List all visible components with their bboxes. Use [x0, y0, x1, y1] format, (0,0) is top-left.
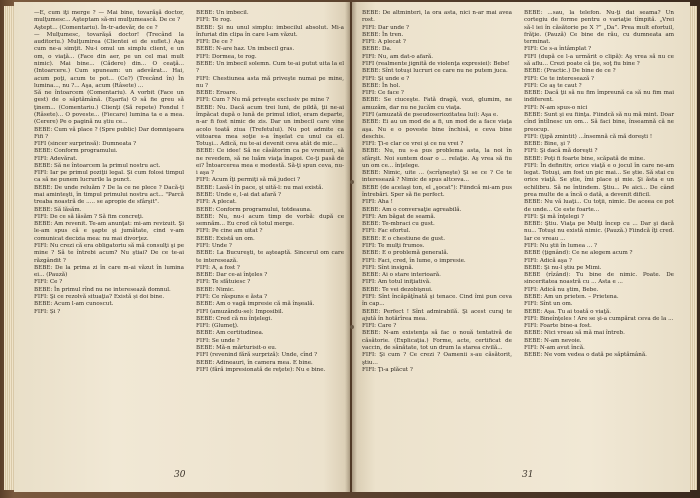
script-line: FIFI: Dar unde ?: [362, 24, 409, 31]
script-line: FIFI: Faci, cred, în lume, o impresie.: [362, 257, 466, 264]
script-line: FIFI: Te sfătuiesc ?: [196, 279, 251, 286]
script-line: BEBE: Se ciuceşte. Fată dragă, vezi, glumim, ne amuzăm, dar nu ne jucăm cu viaţa.: [362, 97, 512, 111]
script-line: BEBE: De unde reluăm ? De la ce ne plece ? Dacă-ţi mai aminteşti, în timpul primului nostru act... "Parcă treaba noastră de ..... se apropie de sfârşit".: [34, 184, 184, 206]
script-line: BEBE: (Practic.) De bine de ce ?: [524, 68, 616, 75]
script-line: FIFI: Și ?: [34, 308, 61, 315]
script-line: BEBE: Dar ce-ai înţeles ?: [196, 272, 268, 279]
script-line: FIFI: Cum ? Nu mă priveşte exclusiv pe mine ?: [196, 97, 330, 104]
script-line: BEBE: E o problemă generală.: [362, 250, 449, 257]
script-line: FIFI: Adică nu ştim, Bebe.: [524, 286, 599, 293]
script-line: BEBE: Dacă ţii să nu fim împreună ca să nu fim mai indiferent.: [524, 90, 674, 104]
script-line: FIFI: Aha !: [362, 199, 393, 206]
script-line: FIFI: Dormea, te rog.: [196, 53, 257, 60]
script-line: BEBE: ...sau, la telefon. Nu-ţi dai seama? Un cortegiu de forme pentru o variaţie tîmpită. „Vrei să-l iei în căsătorie pe X ?” „Da”. Prea mult efortuil, frăţie. (Pauză) Ce bine de rău, cu dumneata am terminat.: [524, 10, 674, 46]
right-page-column-2: [524, 10, 674, 360]
script-line: BEBE: Ce idee! Să ne căsătorim ca pe vremuri, să ne revedem, să ne luăm viaţa înapoi. Ce-ţi pasă de ei? Întoarcerea mea e modestă. Să-ţi spun ceva, nu-i aşa ?: [196, 148, 344, 177]
script-line: FIFI: De ce să lăsăm ? Să fim concreţi.: [34, 213, 144, 220]
script-line: BEBE: Conform programului, totdeauna.: [196, 206, 312, 213]
script-line: BEBE: Am certitudinea.: [196, 330, 264, 337]
script-line: BEBE: De altminteri, la ora asta, nici n-ar mai avea rost.: [362, 10, 512, 24]
script-line: FIFI: Bineînţeles ! Are se şi-a cumpărat ceva de la ...: [524, 315, 674, 322]
script-line: BEBE: Şi nu-l ştiu pe Mimi.: [524, 264, 602, 271]
script-line: FIFI: Şi dacă mă doreşti ?: [524, 148, 598, 155]
script-line: BEBE: Da.: [362, 46, 392, 53]
binding-hole: [350, 325, 354, 329]
script-line: BEBE: Nimic.: [196, 286, 235, 293]
script-line: BEBE: Nici vreau să mă mai întreb.: [524, 330, 625, 337]
script-line: FIFI: Ce aş te caut ?: [524, 82, 582, 89]
script-line: FIFI (sincer surprinsă): Dumneata ?: [34, 141, 137, 148]
left-page-column-2: [196, 10, 344, 374]
script-line: FIFI: N-am avut încă.: [524, 344, 585, 351]
script-line: BEBE: N-am existenţa să fac o nouă tentativă de căsătorie. (Explicaţia.) Forme, acte, certificat de vaccin, de sănătate, tot un drum la starea civilă...: [362, 330, 512, 351]
left-page-column-1: [34, 10, 184, 316]
script-line: BEBE: Să ne întoarcem la primul nostru act.: [34, 162, 161, 169]
script-line: FIFI: Ce s-a întâmplat ?: [524, 46, 592, 53]
script-line: BEBE: Lasă-l în pace, şi uită-l: nu mai există.: [196, 184, 324, 191]
script-line: FIFI: Ce răspuns e ăsta ?: [196, 293, 268, 300]
script-line: BEBE (rîzând): Tu bine de nimic. Poate. De sinceritatea noastră cu ... Asta e ...: [524, 272, 674, 286]
script-line: BEBE: Conform programului.: [34, 148, 118, 155]
script-line: FIFI: Ce te interesează ?: [524, 75, 595, 82]
script-line: FIFI (amuzându-se): Imposibil.: [196, 308, 284, 315]
script-line: FIFI: Te rog.: [196, 17, 232, 24]
script-line: BEBE: N-are haz. Un imbecil gras.: [196, 46, 295, 53]
script-line: BEBE: Adineauri, în camera mea. E bine.: [196, 359, 313, 366]
script-line: FIFI: Şi ce rezolvă situaţia? Există și doi bine.: [34, 293, 165, 300]
script-line: FIFI (realmente jignită de violenţa expresiei): Bebe!: [362, 60, 510, 67]
script-line: Aştept... (Comentariu). În-tr-adevăr, de ce ?: [34, 24, 158, 31]
script-line: FIFI: Am totul iniţiativă.: [362, 279, 431, 286]
script-line: BEBE: Un imbecil.: [196, 10, 249, 16]
script-line: FIFI: Sînt insignă.: [362, 264, 414, 271]
script-line: FIFI: Adevărat.: [34, 155, 78, 162]
script-line: BEBE: Mă-n mărturisit-o eu.: [196, 344, 277, 351]
script-line: FIFI (amuzată de pseudoseriozitatea lui): Aşa e.: [362, 111, 499, 118]
script-line: FIFI (revenind fără surpriză): Unde, cînd ?: [196, 352, 318, 359]
script-line: BEBE: Ne vom vedea o dată pe săptămână.: [524, 352, 647, 359]
right-page-column-1: [362, 10, 512, 374]
script-line: FIFI: A plecat ?: [362, 39, 406, 46]
script-line: BEBE: Am un prieten. – Prietena.: [524, 293, 619, 300]
script-line: FIFI: Fac efortul.: [362, 228, 411, 235]
script-line: BEBE: În tren.: [362, 31, 404, 38]
script-line: FIFI: Unde ?: [196, 243, 232, 249]
script-line: FIFI (după ce l-a urmărit o clipă): Aş vrea să nu ce să aflu... Crezi poate că ţie, soţ fiu bine ?: [524, 53, 674, 67]
script-line: BEBE: Există un om.: [196, 235, 255, 242]
script-line: FIFI: Am băgat de seamă.: [362, 213, 436, 220]
script-line: BEBE: Ei au un mod de a fi, un mod de a face viaţa aşa. Nu e o poveste bine închisă, e ceva bine deschis.: [362, 119, 512, 140]
script-line: FIFI: În definitiv, orice viaţă e o jocul în care ne-am legat. Totuşi, am fost un pic mai... Se ştie. Să stai cu orice viaţă. Se ştie, îmi place şi mie. Şi ăsta e un echilibru. Să ne întindem. Ştiu... Pe aici... De când prea multe de a încă o dată, a devenit dificil.: [524, 162, 674, 199]
script-line: FIFI: Ţi-a plăcut ?: [362, 366, 413, 373]
script-line: FIFI: Şi mă înţelegi ?: [524, 213, 584, 220]
script-line: FIFI: N-am spus-o nici: [524, 104, 588, 111]
script-line: FIFI: Ce ?: [34, 279, 63, 286]
right-page: [352, 2, 690, 492]
script-line: BEBE: Bine, şi ?: [524, 141, 570, 148]
script-line: BEBE: Nu, nu s-a pus problema asta, la noi în sfârşit. Noi suntem doar o ... relaţie. Aş vrea să fiu un om ce... înţelege.: [362, 148, 512, 169]
script-line: BEBE: În primul rînd nu ne interesează domnul.: [34, 286, 171, 293]
script-line: FIFI: Care ?: [362, 323, 397, 330]
script-line: FIFI: A, a fost ?: [196, 264, 240, 271]
script-line: FIFI: Foarte bine-a fost.: [524, 323, 592, 330]
script-line: FIFI: Nu ştii în lumea ... ?: [524, 243, 597, 249]
script-line: BEBE (de acelaşi ton, el „şocat”): Fiindcă mi-am pus întrebări. Sper să fie perfect.: [362, 184, 512, 199]
script-line: BEBE: Eroare.: [196, 90, 238, 97]
script-line: FIFI: De ce ?: [196, 39, 233, 46]
script-line: FIFI: Te mulţi frumos.: [362, 243, 425, 249]
script-line: BEBE: Cred că nu înţelegi.: [196, 315, 273, 322]
script-line: FIFI: Nu, am dat-o afară.: [362, 53, 434, 60]
script-line: BEBE: N-am nevoie.: [524, 337, 582, 344]
script-line: Să ne întoarcem (Comentariu). A vorbit (Face un gest) de o săptămână. (Eşarfa) O să fie greu să ţinem... (Comentariu.) Clienţi (Să repete) Fondul ! (Râsete)... O poveste... (Fiecare) lumina ta e a mea. (Cerere) Pe o pagină nu ştiu ce...: [34, 90, 184, 126]
script-line: FIFI: Ţi-e clar ce vrei şi ce nu vrei ?: [362, 141, 464, 148]
script-line: BEBE: Aşa. Tu ai toată o viaţă.: [524, 308, 611, 315]
script-line: FIFI: Pe cine am uitat ?: [196, 228, 263, 235]
script-line: BEBE: Ştiu. Viaţa pe Mulţi încep cu ... Dar şi dacă nu... Totuşi nu există nimic. (Pauză.) Fiindcă îţi cred. Iar ce vreau ...: [524, 221, 674, 242]
script-line: FIFI: Acum îţi permiţi să mă judeci ?: [196, 177, 301, 184]
script-line: BEBE (ţignând): Ce ne alegem acum ?: [524, 250, 633, 257]
book-gutter: [345, 2, 357, 492]
script-line: FIFI: Şi cum ? Ce crezi ? Oamenii s-au căsătorit, ştiu...: [362, 352, 512, 366]
script-line: BEBE: Și nu unul simplu: imbecilul absolut. Mi-a înfuriat din clipa în care l-am văzut.: [196, 24, 344, 38]
script-line: BEBE: Sînt totuşi lucruri ce care nu ne putem juca.: [362, 68, 508, 75]
script-line: BEBE: La Bucureşti, te aşteaptă. Sincerul om care te interesează.: [196, 250, 344, 264]
script-line: FIFI: Adică aşa ?: [524, 257, 572, 264]
script-line: BEBE: Te vei dezobişnui.: [362, 286, 433, 293]
script-line: FIFI: (ţipă zmintit) ...însemnă că mă doreşti !: [524, 133, 653, 140]
script-line: BEBE: Perfect ! Sînt admirabilă. Şi acest curaj te ajută în hotărîrea mea.: [362, 308, 512, 322]
script-line: BEBE: Acum l-am cunoscut.: [34, 301, 114, 308]
script-line: BEBE: În hol.: [362, 82, 401, 89]
script-line: FIFI: Şi unde e ?: [362, 75, 410, 82]
script-line: FIFI: Ce face ?: [362, 90, 404, 97]
script-line: BEBE: Am o conversaţie agreabilă.: [362, 206, 462, 213]
script-line: FIFI: Sînt un om.: [524, 301, 573, 308]
script-line: BEBE: Poţi fi foarte bine, scăpată de mine.: [524, 155, 645, 162]
script-line: FIFI: Sînt încăpăţînată şi tenace. Cind îmi pun ceva în cap...: [362, 293, 512, 308]
script-line: BEBE: Am revenit. Te-am anunţat: mi-am revizuit. Şi le-am spus că e şapte şi jumătate, cind v-am comunicat decizia mea: nu mai divorţez.: [34, 221, 184, 242]
script-line: FIFI: Iar pe primul poziţii legal. Și cum folosi timpul ca să ne punem lucrurile la punct.: [34, 170, 184, 184]
script-line: — Mulţumesc, tovarăşă doctor! (Trecând la auditoriu.) Mulţumirea (Clientei ei de suflet.) Aşa cum ne-a simţit. Nu-i omul un simplu client, e un om, o viaţă... (Face din aer, pe un cel mai mult nimic). Mai bine... (Cădere) din... O ceaţă... (Intoarcere.) Cum spuneam: un adevărat... Hai, acum poţi, acum te pot... (Ce?) (Trecând în) În lumina..., nu ?... Aşa, acum (Râsete) ...: [34, 31, 184, 89]
script-line: BEBE: Am o vagă impresie că mă înşeală.: [196, 301, 315, 308]
script-line: BEBE: De la prima zi în care m-ai văzut în lumina ei... (Pauză): [34, 264, 184, 279]
script-line: BEBE: Sunt şi eu fiinţa. Fiindcă să nu mă mint. Doar cînd întîlnesc un om... Să faci bine, înseamnă că ne preocup.: [524, 111, 674, 133]
script-line: FIFI: Nu crezi că era obligatoriu să mă consulţi şi pe mine ? Să te întrebi acum? Nu ştiai? De ce te-ai răzgândit ?: [34, 243, 184, 264]
left-page: [14, 2, 350, 492]
script-line: BEBE: Te-mbraci cu gust.: [362, 221, 435, 228]
right-page-number: 31: [522, 470, 534, 480]
script-line: BEBE: Nu vă luaţi... Cu toţii, nimic. De aceea ce pot de unde... Ce este foarte...: [524, 199, 674, 213]
script-line: BEBE: Nimic, uite ... (scrîşneşte) Şi se ce ? Ce te interesează ? Nimic de spus altceva...: [362, 170, 512, 184]
script-line: —E, cum iţi merge ? — Mai bine, tovarăşă doctor, mulţumesc... Aşteptam să-mi mulţumească. De ce ?: [34, 10, 184, 24]
script-line: BEBE: Un imbecil solemn. Cum te-ai putut uita la el ?: [196, 60, 344, 75]
script-line: BEBE: Să lăsăm.: [34, 206, 82, 213]
script-line: FIFI (fără impresionată de reţete): Nu e bine.: [196, 366, 326, 373]
script-line: FIFI: Chestiunea asta mă priveşte numai pe mine, nu ?: [196, 75, 344, 89]
script-line: BEBE: Nu, nu-i acum timp de vorbă: după ce semnăm... Eu cred că totul merge.: [196, 213, 344, 228]
script-line: BEBE: Cum vă place ? (Spre public) Dar domnişoara Fifi ?: [34, 126, 184, 140]
left-page-number: 30: [174, 470, 186, 480]
script-line: BEBE: Nu. Dacă acum trei luni, de pildă, ţii ne-ai împăcat după o lună de primul idiot, eram departe, n-ar fi fost nimic de zis. Dar un imbecil care vine acolo toată ziua (Trefetului). Nu pot admite ca viitoarea mea soţie s-a înşelat cu unul ca el. Totuşi... Adică, nu te-ai devenit ceva atât de mic...: [196, 104, 344, 148]
script-line: FIFI: (Glumeţ).: [196, 323, 239, 330]
script-line: FIFI: A plecat.: [196, 199, 237, 206]
binding-hole: [350, 180, 354, 184]
script-line: BEBE: E o chestiune de gust.: [362, 235, 446, 242]
script-line: BEBE: Ai o stare interioară.: [362, 272, 441, 279]
script-line: BEBE: Unde e, l-ai dat afară ?: [196, 192, 281, 199]
script-line: FIFI: Se unde ?: [196, 337, 240, 344]
